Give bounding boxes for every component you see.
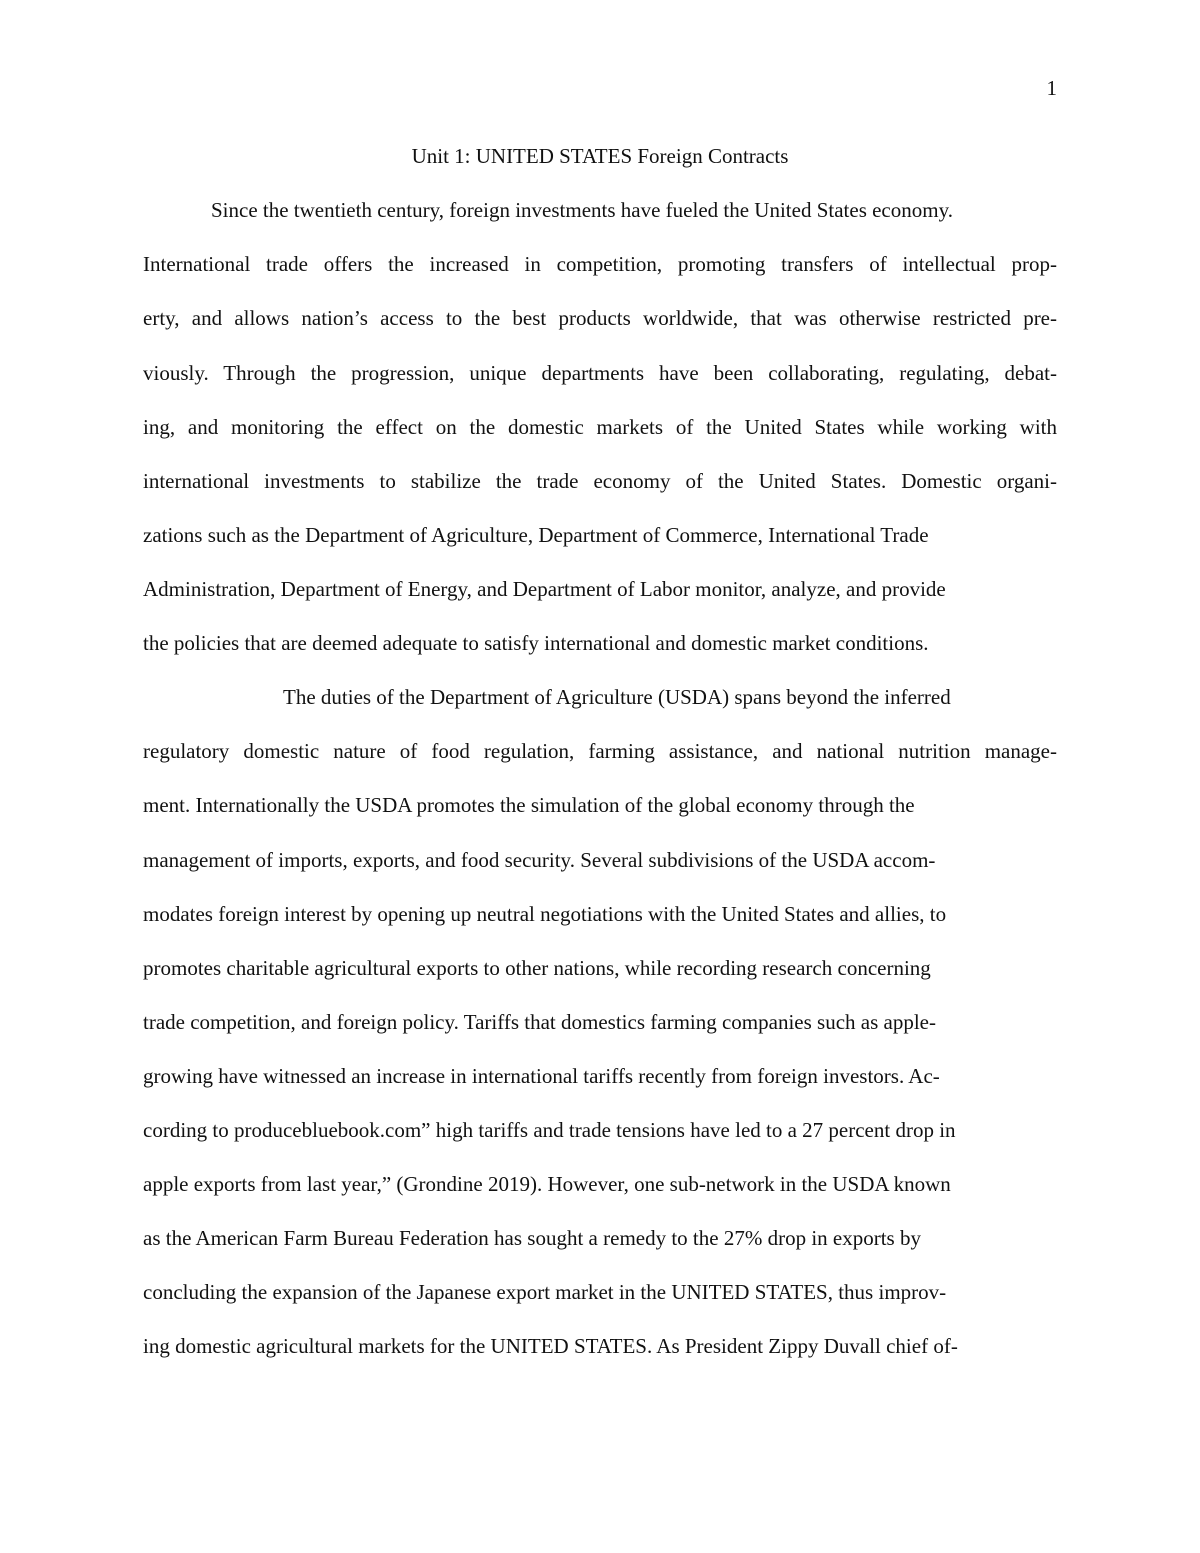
body-line: ing domestic agricultural markets for the UNITED STATES. As President Zippy Duvall chief of- — [143, 1334, 958, 1358]
body-line: management of imports, exports, and food security. Several subdivisions of the USDA accom- — [143, 848, 936, 872]
body-line: erty, and allows nation’s access to the best products worldwide, that was otherwise restricted pre- — [143, 306, 1057, 330]
body-line: ment. Internationally the USDA promotes the simulation of the global economy through the — [143, 793, 915, 817]
body-line: promotes charitable agricultural exports to other nations, while recording research concerning — [143, 956, 931, 980]
body-line: the policies that are deemed adequate to satisfy international and domestic market conditions. — [143, 631, 929, 655]
body-line: International trade offers the increased in competition, promoting transfers of intellectual prop- — [143, 252, 1057, 276]
body-line: ing, and monitoring the effect on the domestic markets of the United States while working with — [143, 415, 1057, 439]
body-line: international investments to stabilize the trade economy of the United States. Domestic organi- — [143, 469, 1057, 493]
body-line: The duties of the Department of Agriculture (USDA) spans beyond the inferred — [283, 685, 951, 709]
document-title: Unit 1: UNITED STATES Foreign Contracts — [411, 144, 789, 168]
body-line: Since the twentieth century, foreign investments have fueled the United States economy. — [211, 198, 953, 222]
body-line: growing have witnessed an increase in international tariffs recently from foreign investors. Ac- — [143, 1064, 940, 1088]
body-line: regulatory domestic nature of food regulation, farming assistance, and national nutrition manage- — [143, 739, 1057, 763]
body-line: as the American Farm Bureau Federation has sought a remedy to the 27% drop in exports by — [143, 1226, 921, 1250]
body-line: apple exports from last year,” (Grondine 2019). However, one sub-network in the USDA known — [143, 1172, 951, 1196]
body-line: trade competition, and foreign policy. Tariffs that domestics farming companies such as apple- — [143, 1010, 936, 1034]
page-number: 1 — [1046, 76, 1057, 100]
body-line: cording to producebluebook.com” high tariffs and trade tensions have led to a 27 percent drop in — [143, 1118, 956, 1142]
body-line: modates foreign interest by opening up neutral negotiations with the United States and allies, to — [143, 902, 947, 926]
body-line: Administration, Department of Energy, and Department of Labor monitor, analyze, and provide — [143, 577, 946, 601]
body-line: concluding the expansion of the Japanese export market in the UNITED STATES, thus improv- — [143, 1280, 947, 1304]
body-line: zations such as the Department of Agriculture, Department of Commerce, International Trade — [143, 523, 929, 547]
body-line: viously. Through the progression, unique departments have been collaborating, regulating, debat- — [143, 361, 1057, 385]
